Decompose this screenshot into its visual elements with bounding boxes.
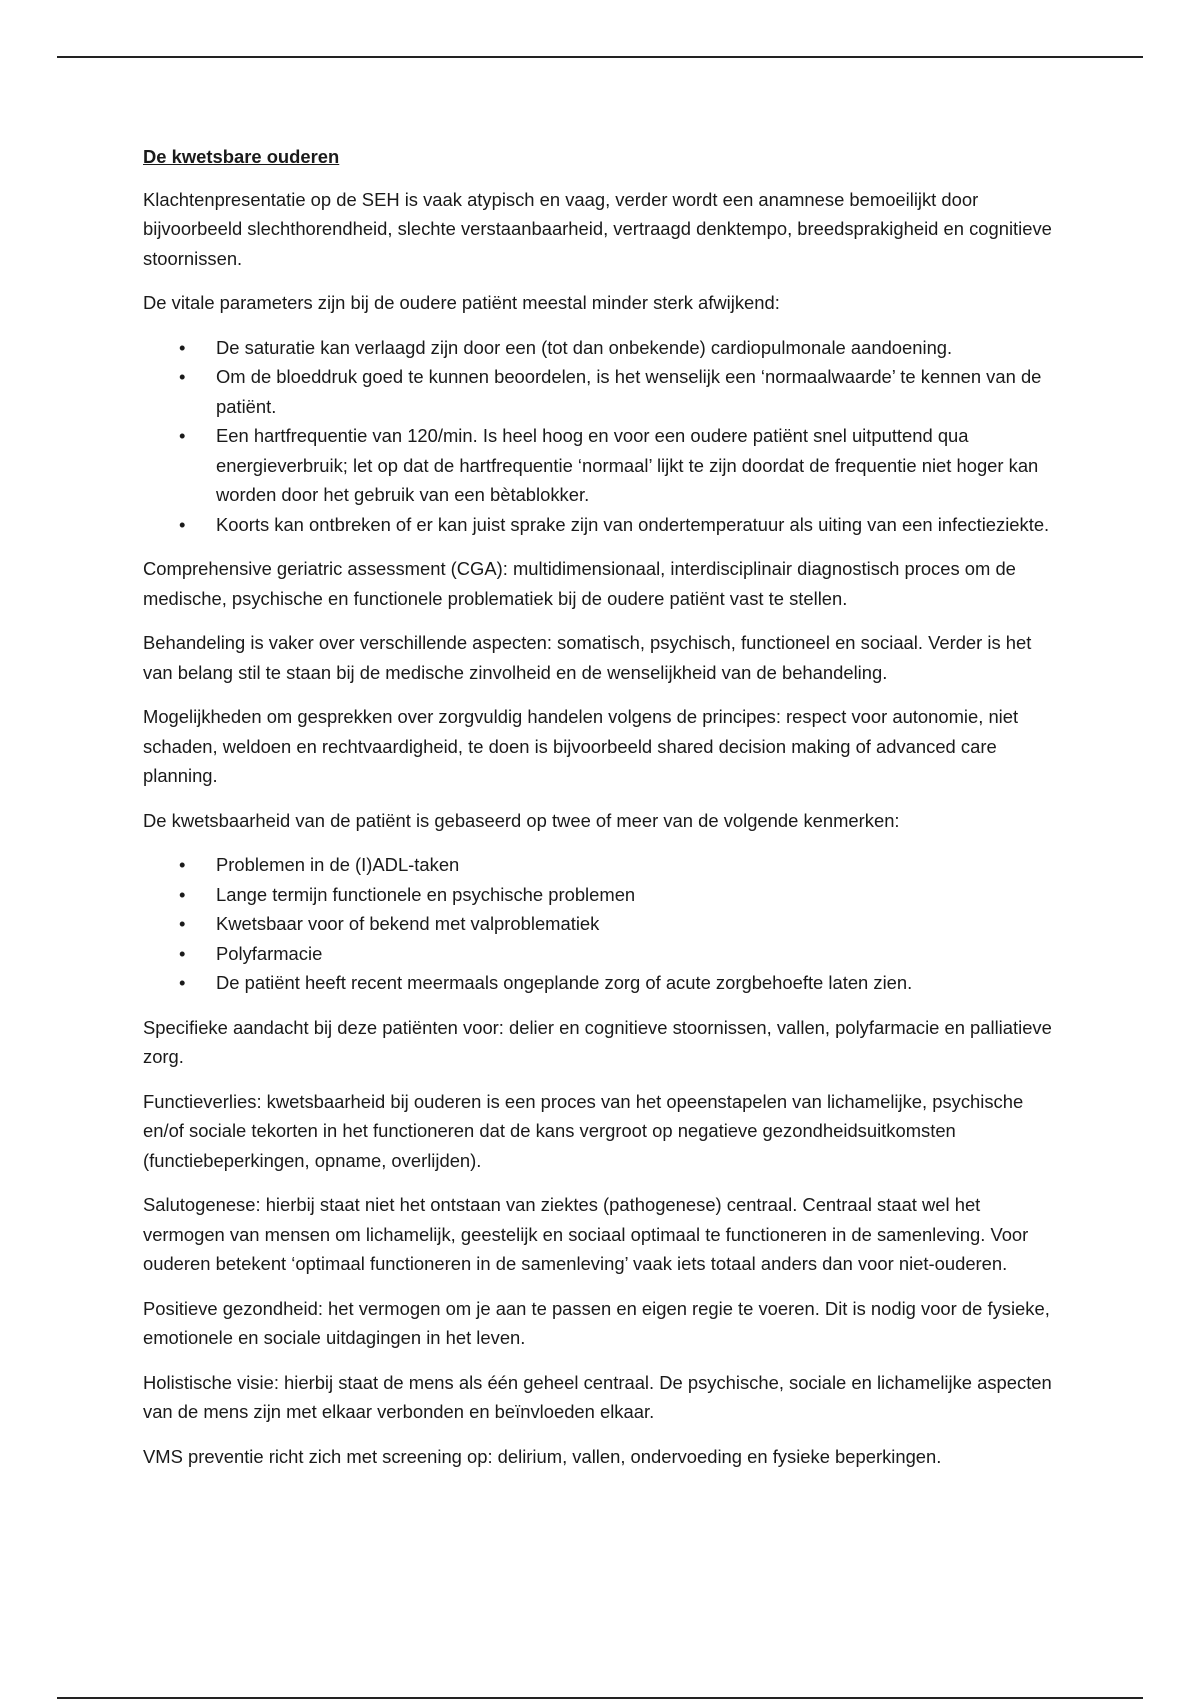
paragraph-specifieke-aandacht: Specifieke aandacht bij deze patiënten voor: delier en cognitieve stoornissen, vallen, polyfarmacie en palliatieve zorg. (143, 1016, 1052, 1067)
list-item: • Om de bloeddruk goed te kunnen beoordelen, is het wenselijk een ‘normaalwaarde’ te kennen van de patiënt. (216, 362, 1063, 421)
paragraph-positieve-gezondheid: Positieve gezondheid: het vermogen om je aan te passen en eigen regie te voeren. Dit is nodig voor de fysieke, emotionele en sociale uitdagingen in het leven. (143, 1297, 1050, 1348)
document-body (143, 142, 1063, 1486)
list-item: • Lange termijn functionele en psychische problemen (216, 880, 1063, 910)
footer-rule (57, 1697, 1143, 1699)
list-item: • Kwetsbaar voor of bekend met valproblematiek (216, 909, 1063, 939)
vital-parameters-list (143, 333, 1063, 540)
paragraph-vital-parameters: De vitale parameters zijn bij de oudere patiënt meestal minder sterk afwijkend: (143, 292, 780, 313)
paragraph-vms-preventie: VMS preventie richt zich met screening op: delirium, vallen, ondervoeding en fysieke beperkingen. (143, 1445, 942, 1467)
paragraph-salutogenese: Salutogenese: hierbij staat niet het ontstaan van ziektes (pathogenese) centraal. Centraal staat wel het vermogen van mensen om lichamelijk, geestelijk en sociaal optimaal te functioneren in de samenleving. Voor ouderen betekent ‘optimaal functioneren in de samenleving’ vaak iets totaal anders dan voor niet-ouderen. (143, 1194, 1029, 1274)
paragraph-intro: Klachtenpresentatie op de SEH is vaak atypisch en vaag, verder wordt een anamnese bemoeilijkt door bijvoorbeeld slechthorendheid, slechte verstaanbaarheid, vertraagd denktempo, breedsprakigheid en cognitieve stoornissen. (143, 188, 1052, 269)
paragraph-mogelijkheden: Mogelijkheden om gesprekken over zorgvuldig handelen volgens de principes: respect voor autonomie, niet schaden, weldoen en rechtvaardigheid, te doen is bijvoorbeeld shared decision making of advanced care planning. (143, 706, 1019, 786)
list-item: • Problemen in de (I)ADL-taken (216, 850, 1063, 880)
paragraph-cga: Comprehensive geriatric assessment (CGA): multidimensionaal, interdisciplinair diagnostisch proces om de medische, psychische en functionele problematiek bij de oudere patiënt vast te stellen. (143, 558, 1016, 609)
paragraph-kwetsbaarheid: De kwetsbaarheid van de patiënt is gebaseerd op twee of meer van de volgende kenmerken: (143, 809, 900, 831)
paragraph-holistische-visie: Holistische visie: hierbij staat de mens als één geheel centraal. De psychische, sociale en lichamelijke aspecten van de mens zijn met elkaar verbonden en beïnvloeden elkaar. (143, 1371, 1052, 1422)
list-item: • De saturatie kan verlaagd zijn door een (tot dan onbekende) cardiopulmonale aandoening. (216, 333, 1063, 363)
list-item: • Polyfarmacie (216, 939, 1063, 969)
kenmerken-list (143, 850, 1063, 998)
paragraph-functieverlies: Functieverlies: kwetsbaarheid bij ouderen is een proces van het opeenstapelen van lichamelijke, psychische en/of sociale tekorten in het functioneren dat de kans vergroot op negatieve gezondheidsuitkomsten (functiebeperkingen, opname, overlijden). (143, 1090, 1024, 1171)
page-title: De kwetsbare ouderen (143, 146, 340, 167)
list-item: • Een hartfrequentie van 120/min. Is heel hoog en voor een oudere patiënt snel uitputtend qua energieverbruik; let op dat de hartfrequentie ‘normaal’ lijkt te zijn doordat de frequentie niet hoger kan worden door het gebruik van een bètablokker. (216, 421, 1063, 510)
list-item: • De patiënt heeft recent meermaals ongeplande zorg of acute zorgbehoefte laten zien. (216, 968, 1063, 998)
list-item: • Koorts kan ontbreken of er kan juist sprake zijn van ondertemperatuur als uiting van een infectieziekte. (216, 510, 1063, 540)
paragraph-behandeling: Behandeling is vaker over verschillende aspecten: somatisch, psychisch, functioneel en sociaal. Verder is het van belang stil te staan bij de medische zinvolheid en de wenselijkheid van de behandeling. (143, 632, 1032, 683)
header-rule (57, 56, 1143, 58)
